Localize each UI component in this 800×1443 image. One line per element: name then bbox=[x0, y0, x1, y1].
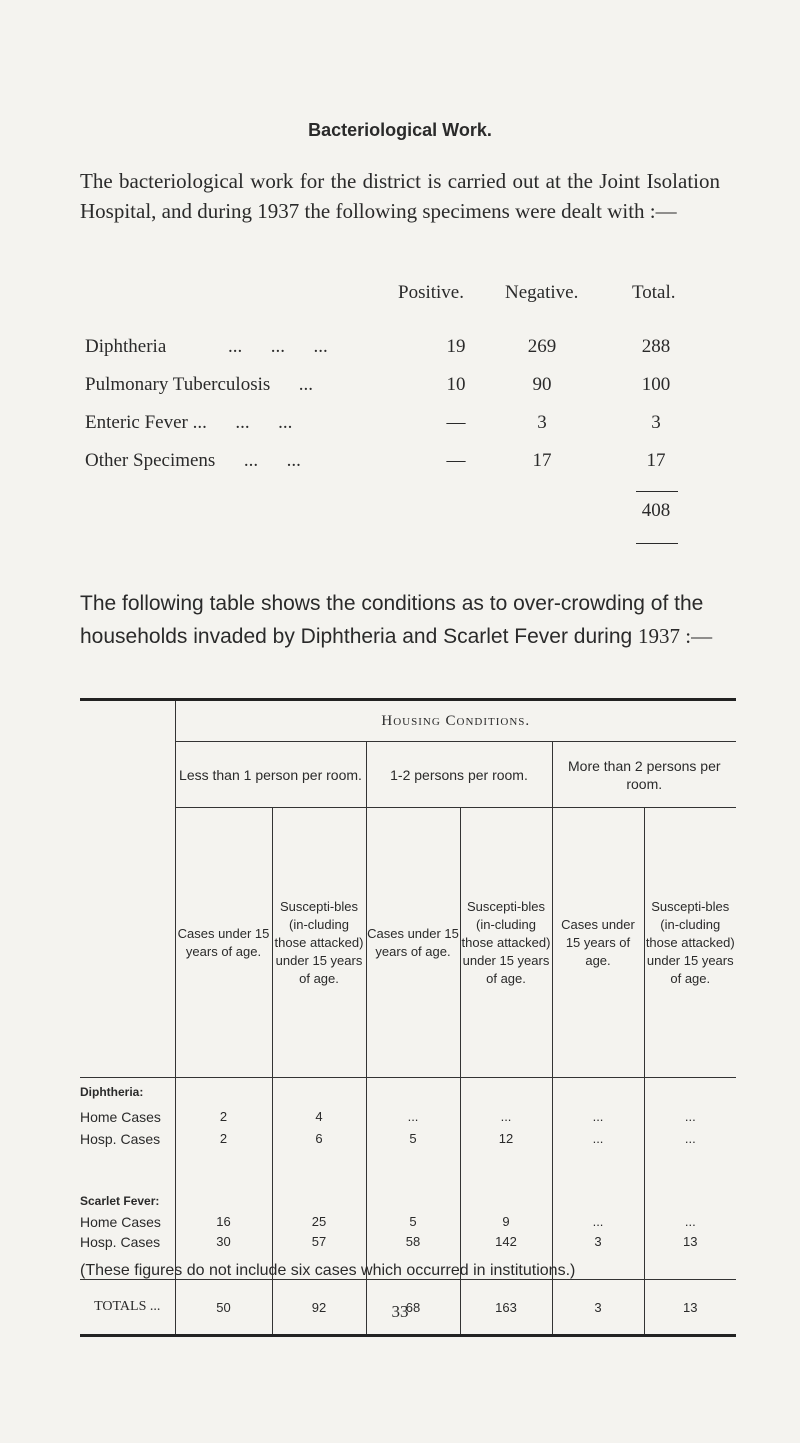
table-cell: 2 bbox=[175, 1106, 272, 1128]
housing-conditions-title: Housing Conditions. bbox=[175, 700, 736, 742]
table-cell: ... bbox=[366, 1106, 460, 1128]
table-cell: 25 bbox=[272, 1212, 366, 1232]
positive-value: 19 bbox=[446, 336, 466, 357]
blank-corner bbox=[80, 808, 175, 1078]
positive-value: — bbox=[446, 450, 466, 471]
table-cell: 3 bbox=[552, 1232, 644, 1252]
total-value: 288 bbox=[641, 336, 671, 357]
susceptibles-header: Suscepti-bles (in-cluding those attacked) under 15 years of age. bbox=[272, 808, 366, 1078]
header-title-row bbox=[80, 700, 736, 742]
page-number: 33 bbox=[391, 1302, 409, 1321]
specimen-name: Pulmonary Tuberculosis ... bbox=[85, 374, 314, 395]
table-cell: ... bbox=[644, 1128, 736, 1150]
row-label: Hosp. Cases bbox=[80, 1130, 161, 1147]
total-cell: 13 bbox=[644, 1280, 736, 1336]
table-cell: 5 bbox=[366, 1128, 460, 1150]
row-label: Hosp. Cases bbox=[80, 1233, 161, 1250]
spacer-row bbox=[80, 1150, 736, 1190]
table-row bbox=[80, 1232, 736, 1252]
negative-value: 90 bbox=[532, 374, 552, 395]
total-cell: 68 bbox=[366, 1280, 460, 1336]
table-row bbox=[80, 1106, 736, 1128]
totals-label: TOTALS ... bbox=[80, 1280, 175, 1336]
specimen-name: Enteric Fever ... ... ... bbox=[85, 412, 293, 433]
total-value: 17 bbox=[646, 450, 666, 471]
table-intro-paragraph bbox=[80, 588, 720, 653]
table-intro-year: 1937 :— bbox=[638, 624, 713, 648]
table-cell: ... bbox=[460, 1106, 552, 1128]
cases-under-15-header: Cases under 15 years of age. bbox=[175, 808, 272, 1078]
blank-corner bbox=[80, 700, 175, 742]
total-value: 3 bbox=[651, 412, 661, 433]
table-row bbox=[80, 1212, 736, 1232]
table-cell: 30 bbox=[175, 1232, 272, 1252]
cases-under-15-header: Cases under 15 years of age. bbox=[366, 808, 460, 1078]
total-value: 100 bbox=[641, 374, 671, 395]
total-cell: 163 bbox=[460, 1280, 552, 1336]
page-heading: Bacteriological Work. bbox=[308, 120, 492, 140]
susceptibles-header: Suscepti-bles (in-cluding those attacked) under 15 years of age. bbox=[644, 808, 736, 1078]
row-label: Home Cases bbox=[80, 1213, 161, 1230]
total-cell: 3 bbox=[552, 1280, 644, 1336]
table-cell: 6 bbox=[272, 1128, 366, 1150]
positive-value: — bbox=[446, 412, 466, 433]
table-cell: ... bbox=[644, 1212, 736, 1232]
section-title-scarlet-fever: Scarlet Fever: bbox=[80, 1193, 160, 1208]
total-rule-bottom bbox=[636, 543, 678, 544]
table-cell: 58 bbox=[366, 1232, 460, 1252]
table-cell: 2 bbox=[175, 1128, 272, 1150]
row-label: Home Cases bbox=[80, 1108, 161, 1125]
negative-value: 269 bbox=[527, 336, 557, 357]
grand-total-value: 408 bbox=[641, 500, 671, 521]
table-cell: ... bbox=[552, 1212, 644, 1232]
susceptibles-header: Suscepti-bles (in-cluding those attacked) under 15 years of age. bbox=[460, 808, 552, 1078]
table-cell: ... bbox=[552, 1128, 644, 1150]
negative-value: 17 bbox=[532, 450, 552, 471]
table-cell: 9 bbox=[460, 1212, 552, 1232]
total-cell: 92 bbox=[272, 1280, 366, 1336]
table-cell: 12 bbox=[460, 1128, 552, 1150]
table-cell: ... bbox=[552, 1106, 644, 1128]
table-cell: 13 bbox=[644, 1232, 736, 1252]
total-cell: 50 bbox=[175, 1280, 272, 1336]
total-column-header: Total. bbox=[632, 282, 676, 303]
group-1-2-persons: 1-2 persons per room. bbox=[366, 742, 552, 808]
housing-conditions-table bbox=[80, 698, 736, 1337]
section-title-row bbox=[80, 1190, 736, 1212]
cases-under-15-header: Cases under 15 years of age. bbox=[552, 808, 644, 1078]
table-intro-text: The following table shows the conditions as to over-crowding of the households invaded by Diphtheria and Scarlet Fever during bbox=[80, 592, 704, 648]
group-less-than-1: Less than 1 person per room. bbox=[175, 742, 366, 808]
table-cell: 5 bbox=[366, 1212, 460, 1232]
table-row bbox=[80, 1128, 736, 1150]
section-title-diphtheria: Diphtheria: bbox=[80, 1084, 144, 1099]
positive-column-header: Positive. bbox=[398, 282, 464, 303]
table-cell: 4 bbox=[272, 1106, 366, 1128]
positive-value: 10 bbox=[446, 374, 466, 395]
intro-paragraph: The bacteriological work for the district is carried out at the Joint Isolation Hospital, and during 1937 the following specimens were dealt with :— bbox=[80, 169, 720, 223]
blank-corner bbox=[80, 742, 175, 808]
specimen-name: Diphtheria ... ... ... bbox=[85, 336, 328, 357]
table-cell: ... bbox=[644, 1106, 736, 1128]
table-footnote: (These figures do not include six cases which occurred in institutions.) bbox=[80, 1262, 576, 1279]
negative-value: 3 bbox=[537, 412, 547, 433]
subheader-row bbox=[80, 808, 736, 1078]
specimen-name: Other Specimens ... ... bbox=[85, 450, 301, 471]
group-more-than-2: More than 2 persons per room. bbox=[552, 742, 736, 808]
table-cell: 142 bbox=[460, 1232, 552, 1252]
section-title-row bbox=[80, 1078, 736, 1106]
table-cell: 57 bbox=[272, 1232, 366, 1252]
total-rule-top bbox=[636, 491, 678, 492]
group-header-row bbox=[80, 742, 736, 808]
table-cell: 16 bbox=[175, 1212, 272, 1232]
negative-column-header: Negative. bbox=[505, 282, 579, 303]
